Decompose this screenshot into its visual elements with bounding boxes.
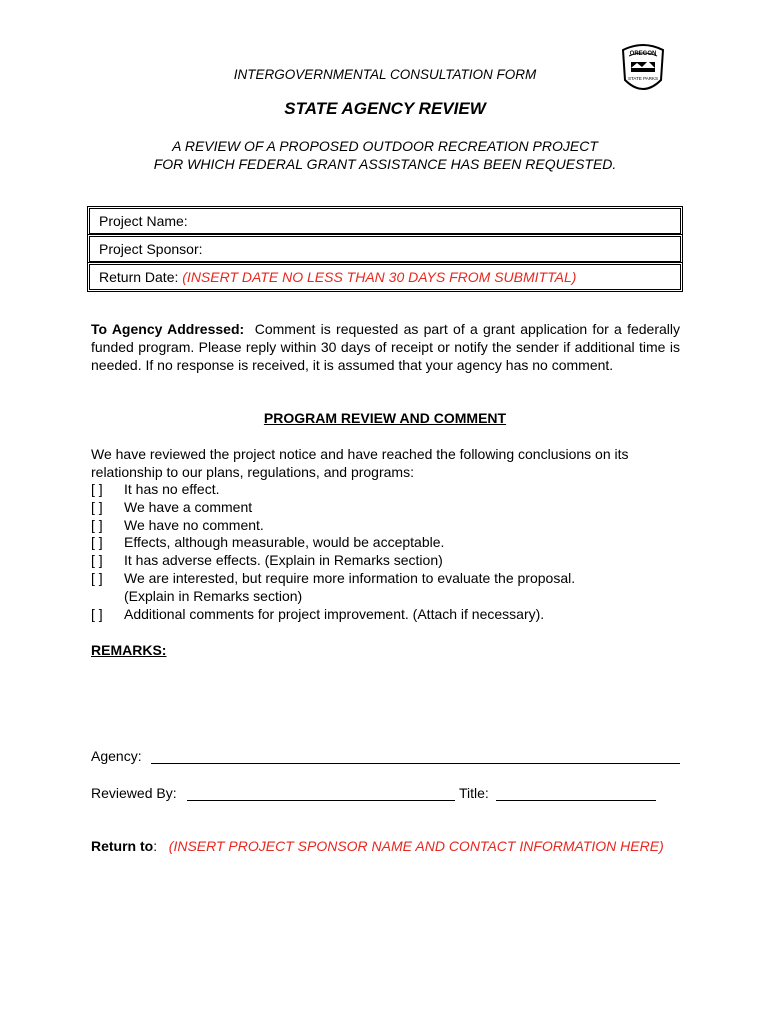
program-review-heading: PROGRAM REVIEW AND COMMENT [263, 410, 507, 426]
list-item[interactable] [91, 534, 575, 552]
reviewed-by-field[interactable] [187, 800, 455, 801]
option-label: We have a comment [124, 498, 253, 515]
option-label: Effects, although measurable, would be acceptable. [124, 534, 445, 551]
title-field[interactable] [496, 800, 656, 801]
option-label: It has adverse effects. (Explain in Remarks section) [124, 552, 443, 569]
subtitle-line-1: A REVIEW OF A PROPOSED OUTDOOR RECREATION PROJECT [172, 138, 598, 154]
list-item[interactable] [91, 570, 575, 588]
list-item[interactable] [91, 517, 575, 535]
checkbox[interactable]: [ ] [91, 569, 103, 586]
option-continuation: (Explain in Remarks section) [124, 587, 303, 604]
project-info-table [89, 208, 681, 292]
list-item[interactable] [91, 499, 575, 517]
checkbox[interactable]: [ ] [91, 534, 103, 551]
conclusion-options [91, 481, 575, 623]
checkbox[interactable]: [ ] [91, 552, 103, 569]
return-to-colon: : [153, 838, 158, 854]
intro-paragraph [91, 320, 680, 374]
return-date-label: Return Date: [99, 269, 179, 285]
return-to-line [91, 838, 664, 854]
project-name-label: Project Name: [99, 213, 188, 229]
return-date-placeholder: (INSERT DATE NO LESS THAN 30 DAYS FROM SUBMITTAL) [182, 269, 577, 285]
option-label: We have no comment. [124, 516, 264, 533]
project-sponsor-row[interactable] [89, 236, 681, 262]
reviewed-by-label: Reviewed By: [91, 785, 177, 801]
agency-field[interactable] [151, 763, 680, 764]
return-to-label: Return to [91, 838, 154, 854]
option-label: It has no effect. [124, 481, 220, 497]
program-review-intro: We have reviewed the project notice and have reached the following conclusions on its relationship to our plans, regulations, and programs: [91, 446, 629, 480]
title-label: Title: [459, 785, 489, 801]
agency-label: Agency: [91, 748, 142, 764]
checkbox[interactable]: [ ] [91, 481, 103, 497]
checkbox[interactable]: [ ] [91, 516, 103, 533]
list-item[interactable] [91, 481, 575, 499]
option-label: We are interested, but require more information to evaluate the proposal. [124, 569, 576, 586]
return-to-placeholder: (INSERT PROJECT SPONSOR NAME AND CONTACT INFORMATION HERE) [168, 838, 664, 854]
intro-body: Comment is requested as part of a grant application for a federally funded program. Please reply within 30 days of receipt or notify the sender if additional time is needed. If no response is received, it is assumed that your agency has no comment. [91, 321, 681, 373]
logo-text-top: OREGON [629, 51, 657, 57]
list-item-continuation [91, 588, 575, 606]
list-item[interactable] [91, 606, 575, 624]
state-parks-seal-icon [617, 42, 669, 96]
option-label: Additional comments for project improvement. (Attach if necessary). [124, 605, 545, 622]
intro-lead: To Agency Addressed: [91, 321, 245, 337]
remarks-heading: REMARKS: [91, 642, 167, 658]
subtitle-line-2: FOR WHICH FEDERAL GRANT ASSISTANCE HAS BEEN REQUESTED. [153, 156, 617, 172]
return-date-row[interactable] [89, 264, 681, 290]
form-name: INTERGOVERNMENTAL CONSULTATION FORM [233, 67, 537, 82]
logo-text-bottom: STATE PARKS [627, 76, 659, 81]
project-sponsor-label: Project Sponsor: [99, 241, 203, 257]
list-item[interactable] [91, 552, 575, 570]
checkbox[interactable]: [ ] [91, 605, 103, 622]
page-title: STATE AGENCY REVIEW [284, 99, 486, 118]
project-name-row[interactable] [89, 208, 681, 234]
checkbox[interactable]: [ ] [91, 498, 103, 515]
